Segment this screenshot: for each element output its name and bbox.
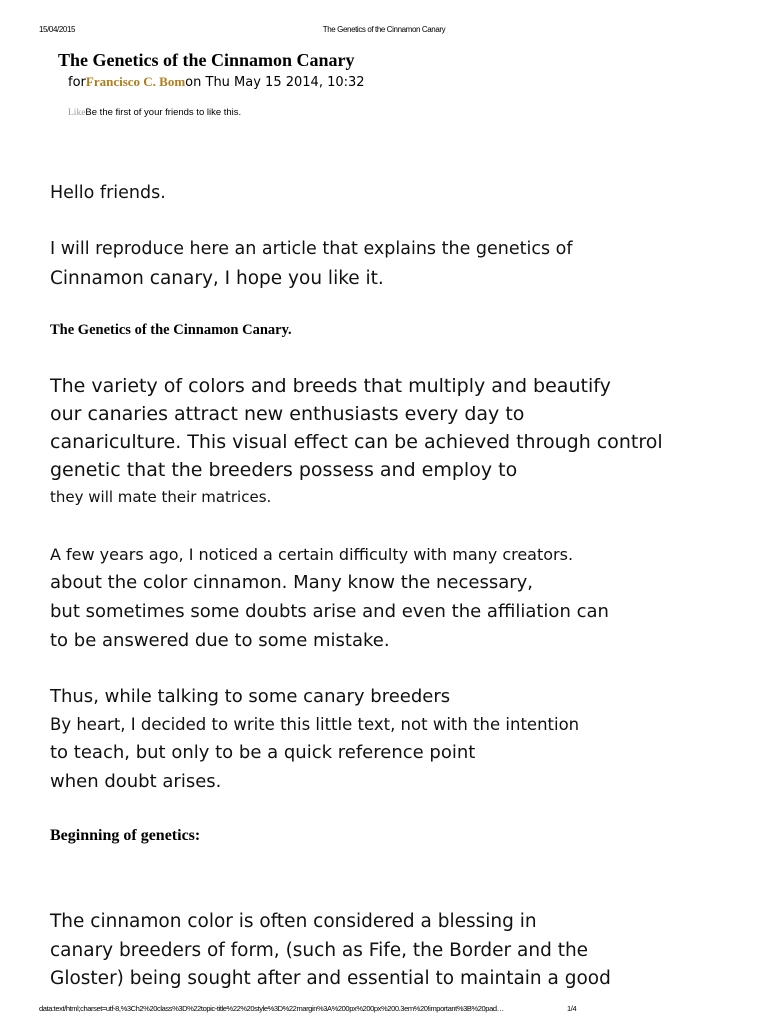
genetics-heading: Beginning of genetics: [50,827,201,844]
byline [68,74,365,90]
print-footer [39,1004,577,1013]
p2-line-2: about the color cinnamon. Many know the necessary, [50,572,534,593]
like-row [68,107,241,118]
print-doc-title: The Genetics of the Cinnamon Canary [322,25,446,34]
byline-date: on Thu May 15 2014, 10:32 [185,75,365,90]
like-button[interactable]: Like [68,108,86,118]
print-date: 15/04/2015 [39,25,76,34]
p1-line-4: genetic that the breeders possess and employ to [50,459,518,481]
p4-line-1: The cinnamon color is often considered a blessing in [50,911,537,932]
p3-line-4: when doubt arises. [50,771,222,792]
article-heading: The Genetics of the Cinnamon Canary. [50,322,292,338]
p1-line-5: they will mate their matrices. [50,488,272,506]
p1-line-2: our canaries attract new enthusiasts every day to [50,403,525,425]
p2-line-3: but sometimes some doubts arise and even the affiliation can [50,601,609,622]
like-text: Be the first of your friends to like this. [85,107,242,118]
footer-url: data:text/html;charset=utf-8,%3Ch2%20class%3D%22topic-title%22%20style%3D%22margin%3A%200px%200px%200.3em%20!important%3B%20pad… [39,1004,504,1013]
author-link[interactable]: Francisco C. Bom [85,74,186,89]
p2-line-1: A few years ago, I noticed a certain difficulty with many creators. [50,545,574,564]
p2-line-4: to be answered due to some mistake. [50,630,390,651]
p1-line-1: The variety of colors and breeds that multiply and beautify [50,375,611,397]
greeting: Hello friends. [50,183,166,203]
p4-line-2: canary breeders of form, (such as Fife, the Border and the [50,940,589,961]
p4-line-3: Gloster) being sought after and essential to maintain a good [50,968,611,989]
p3-line-3: to teach, but only to be a quick reference point [50,742,476,763]
intro-line-2: Cinnamon canary, I hope you like it. [50,268,384,289]
print-header [0,25,768,37]
p1-line-3: canariculture. This visual effect can be achieved through control [50,431,663,453]
intro-line-1: I will reproduce here an article that explains the genetics of [50,239,573,259]
byline-prefix: for [68,75,86,90]
page-number: 1/4 [567,1004,577,1013]
post-title: The Genetics of the Cinnamon Canary [58,50,355,70]
p3-line-1: Thus, while talking to some canary breeders [50,686,451,707]
p3-line-2: By heart, I decided to write this little text, not with the intention [50,715,580,734]
